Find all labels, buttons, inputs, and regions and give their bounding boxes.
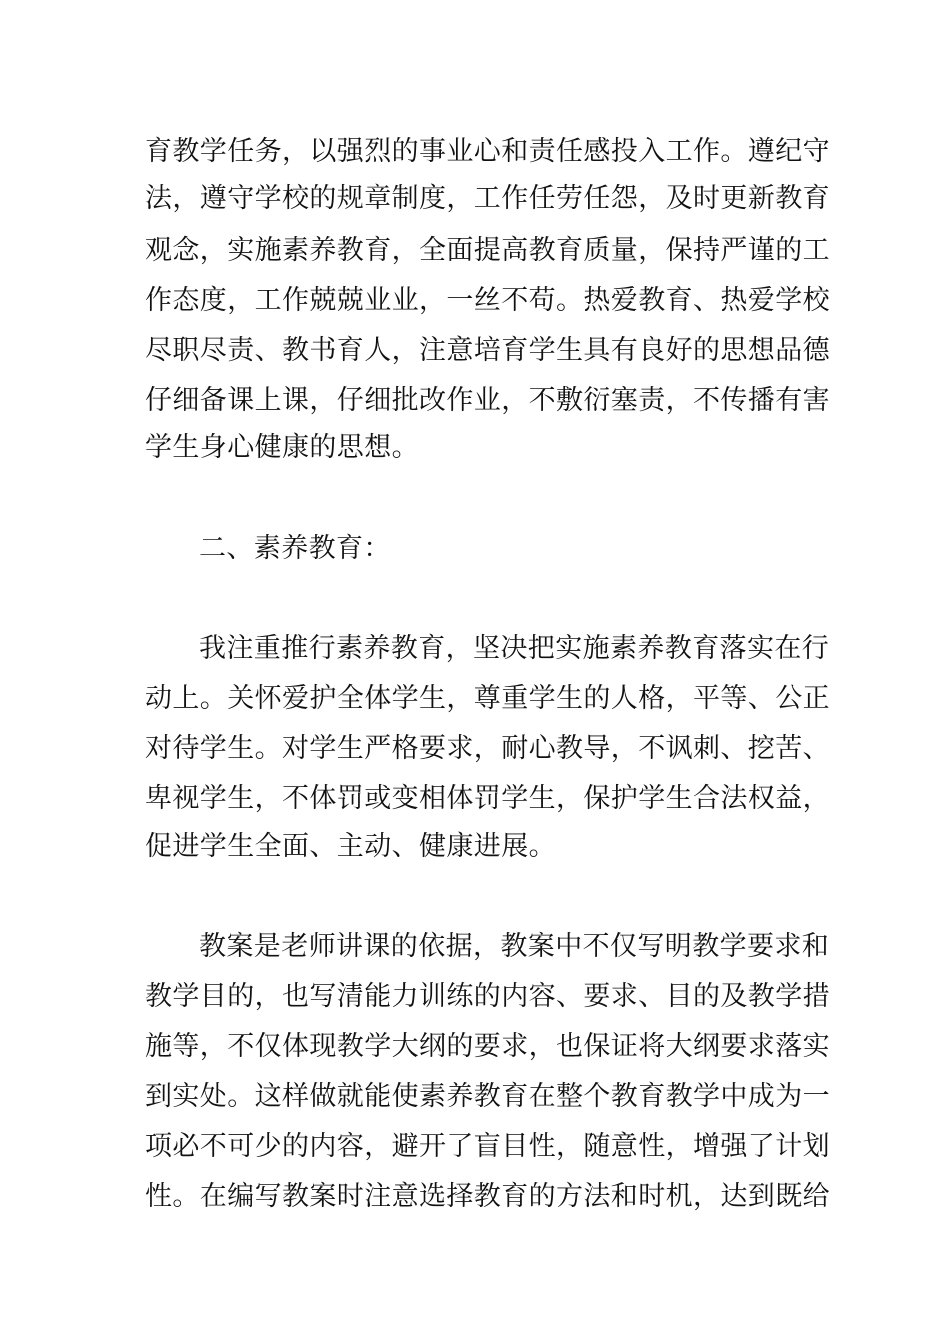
paragraph-1-line-6: 仔细备课上课，仔细批改作业，不敷衍塞责，不传播有害 [145, 385, 830, 416]
paragraph-1-line-3: 观念，实施素养教育，全面提高教育质量，保持严谨的工 [145, 235, 830, 266]
paragraph-2-line-3: 对待学生。对学生严格要求，耐心教导，不讽刺、挖苦、 [145, 733, 830, 764]
paragraph-3-line-6: 性。在编写教案时注意选择教育的方法和时机，达到既给 [145, 1181, 830, 1212]
paragraph-2-line-5: 促进学生全面、主动、健康进展。 [145, 831, 556, 862]
paragraph-2-line-2: 动上。关怀爱护全体学生，尊重学生的人格，平等、公正 [145, 683, 830, 714]
paragraph-1-line-1: 育教学任务，以强烈的事业心和责任感投入工作。遵纪守 [145, 136, 830, 167]
paragraph-3-line-2: 教学目的，也写清能力训练的内容、要求、目的及教学措 [145, 981, 830, 1012]
paragraph-2-line-4: 卑视学生，不体罚或变相体罚学生，保护学生合法权益， [145, 783, 830, 814]
paragraph-3-line-5: 项必不可少的内容，避开了盲目性，随意性，增强了计划 [145, 1131, 830, 1162]
paragraph-2-line-1: 我注重推行素养教育，坚决把实施素养教育落实在行 [199, 633, 830, 664]
paragraph-1-line-7: 学生身心健康的思想。 [145, 432, 419, 463]
paragraph-3-line-3: 施等，不仅体现教学大纲的要求，也保证将大纲要求落实 [145, 1031, 830, 1062]
paragraph-3-line-4: 到实处。这样做就能使素养教育在整个教育教学中成为一 [145, 1081, 830, 1112]
paragraph-1-line-2: 法，遵守学校的规章制度，工作任劳任怨，及时更新教育 [145, 183, 830, 214]
paragraph-3-line-1: 教案是老师讲课的依据，教案中不仅写明教学要求和 [199, 931, 830, 962]
section-heading: 二、素养教育： [199, 533, 391, 564]
paragraph-1-line-5: 尽职尽责、教书育人，注意培育学生具有良好的思想品德 [145, 335, 830, 366]
paragraph-1-line-4: 作态度，工作兢兢业业，一丝不苟。热爱教育、热爱学校 [145, 285, 830, 316]
